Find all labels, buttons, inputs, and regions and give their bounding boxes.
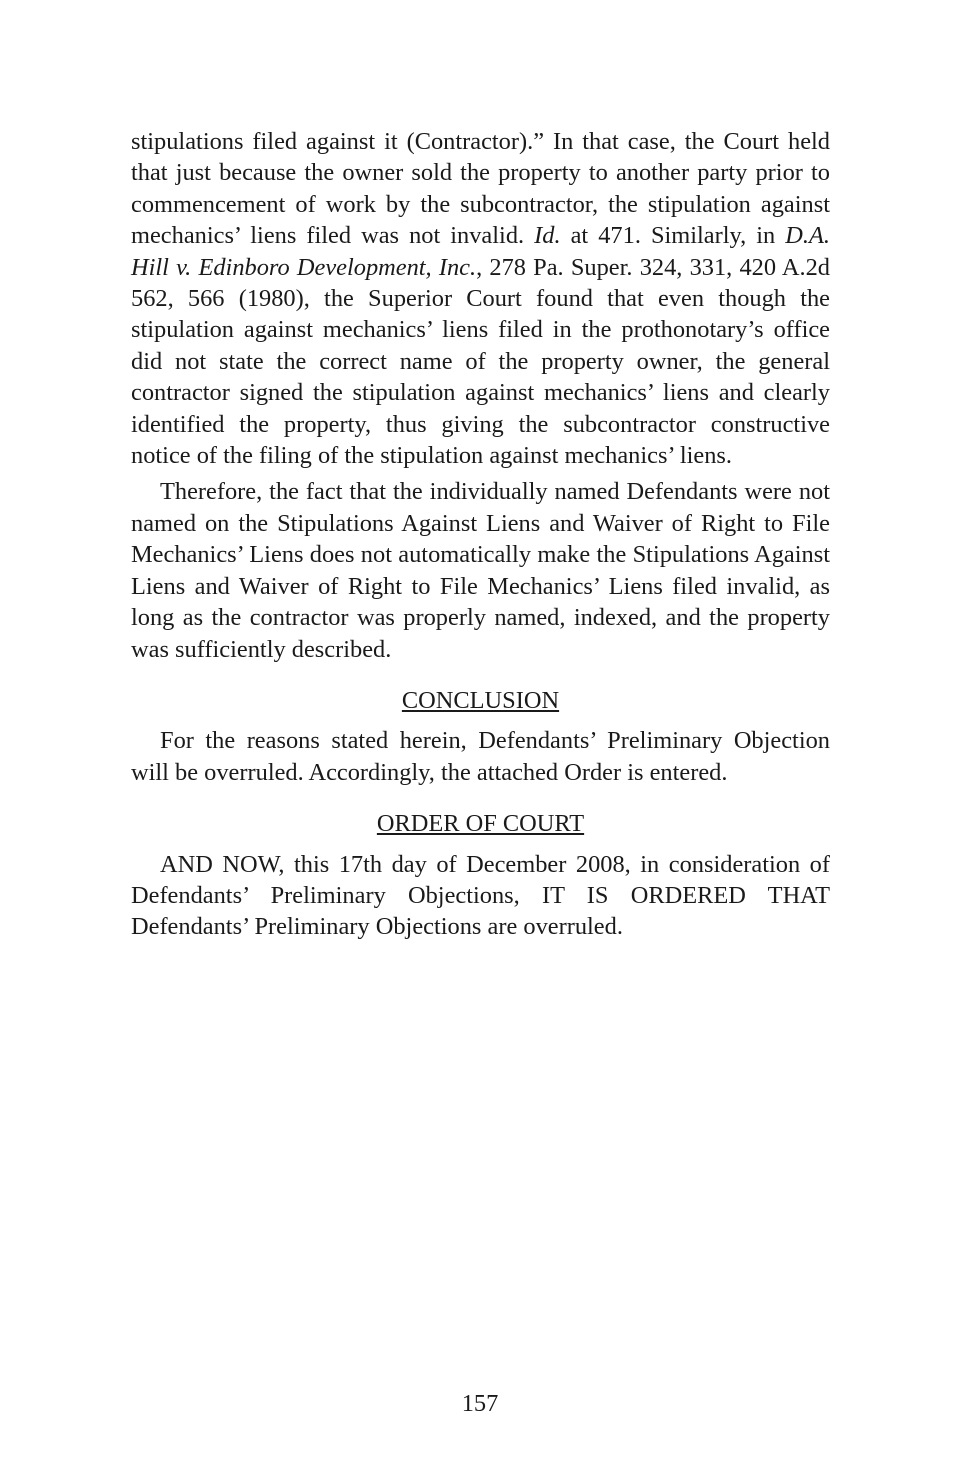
paragraph-order: AND NOW, this 17th day of December 2008, in consideration of Defendants’ Preliminary Objections, IT IS ORDERED THAT Defendants’ Preliminary Objections are overruled.: [131, 850, 830, 941]
heading-order-of-court: ORDER OF COURT: [376, 810, 585, 838]
case-citation-name: D.A. Hill v. Edinboro Development, Inc.: [131, 222, 830, 281]
paragraph-text: , 278 Pa. Super. 324, 331, 420 A.2d 562, 566 (1980), the Superior Court found that even though the stipulation against mechanics’ liens filed in the prothonotary’s office did not state the correct name of the property owner, the general contractor signed the stipulation against mechanics’ liens and clearly identified the property, thus giving the subcontractor constructive notice of the filing of the stipulation against mechanics’ liens.: [131, 253, 830, 470]
page-body: [131, 126, 830, 943]
heading-conclusion: CONCLUSION: [401, 686, 560, 714]
paragraph-conclusion: For the reasons stated herein, Defendants’ Preliminary Objection will be overruled. Accordingly, the attached Order is entered.: [131, 727, 830, 786]
paragraph-therefore: Therefore, the fact that the individually named Defendants were not named on the Stipulations Against Liens and Waiver of Right to File Mechanics’ Liens does not automatically make the Stipulations Against Liens and Waiver of Right to File Mechanics’ Liens filed invalid, as long as the contractor was properly named, indexed, and the property was sufficiently described.: [131, 478, 830, 663]
paragraph-text: at 471. Similarly, in: [560, 222, 786, 250]
case-citation-id: Id.: [534, 222, 561, 250]
page-number: 157: [461, 1390, 499, 1417]
paragraph-text: stipulations filed against it (Contractor).” In that case, the Court held that just because the owner sold the property to another party prior to commencement of work by the subcontractor, the stipulation against mechanics’ liens filed was not invalid.: [131, 128, 830, 250]
paragraph-precedent-discussion: [131, 126, 830, 471]
